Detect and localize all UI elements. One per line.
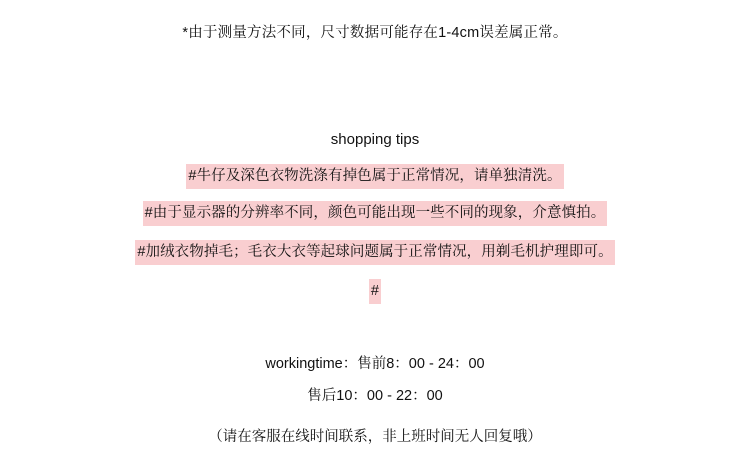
tip-text-4: # bbox=[369, 279, 381, 304]
tip-row-1 bbox=[0, 164, 750, 189]
shopping-tips-title: shopping tips bbox=[330, 131, 420, 148]
tip-row-2 bbox=[0, 201, 750, 226]
working-time-note: （请在客服在线时间联系，非上班时间无人回复哦） bbox=[208, 429, 542, 445]
tip-row-4 bbox=[0, 279, 750, 304]
tip-text-1: #牛仔及深色衣物洗涤有掉色属于正常情况，请单独清洗。 bbox=[186, 164, 563, 189]
measurement-note: *由于测量方法不同，尺寸数据可能存在1-4cm误差属正常。 bbox=[182, 25, 568, 41]
working-time-aftersale: 售后10：00 - 22：00 bbox=[307, 388, 443, 404]
tip-row-3 bbox=[0, 240, 750, 265]
tip-text-3: #加绒衣物掉毛；毛衣大衣等起球问题属于正常情况，用剃毛机护理即可。 bbox=[135, 240, 614, 265]
working-time-presale: workingtime：售前8：00 - 24：00 bbox=[265, 356, 485, 372]
tip-text-2: #由于显示器的分辨率不同，颜色可能出现一些不同的现象，介意慎拍。 bbox=[143, 201, 608, 226]
